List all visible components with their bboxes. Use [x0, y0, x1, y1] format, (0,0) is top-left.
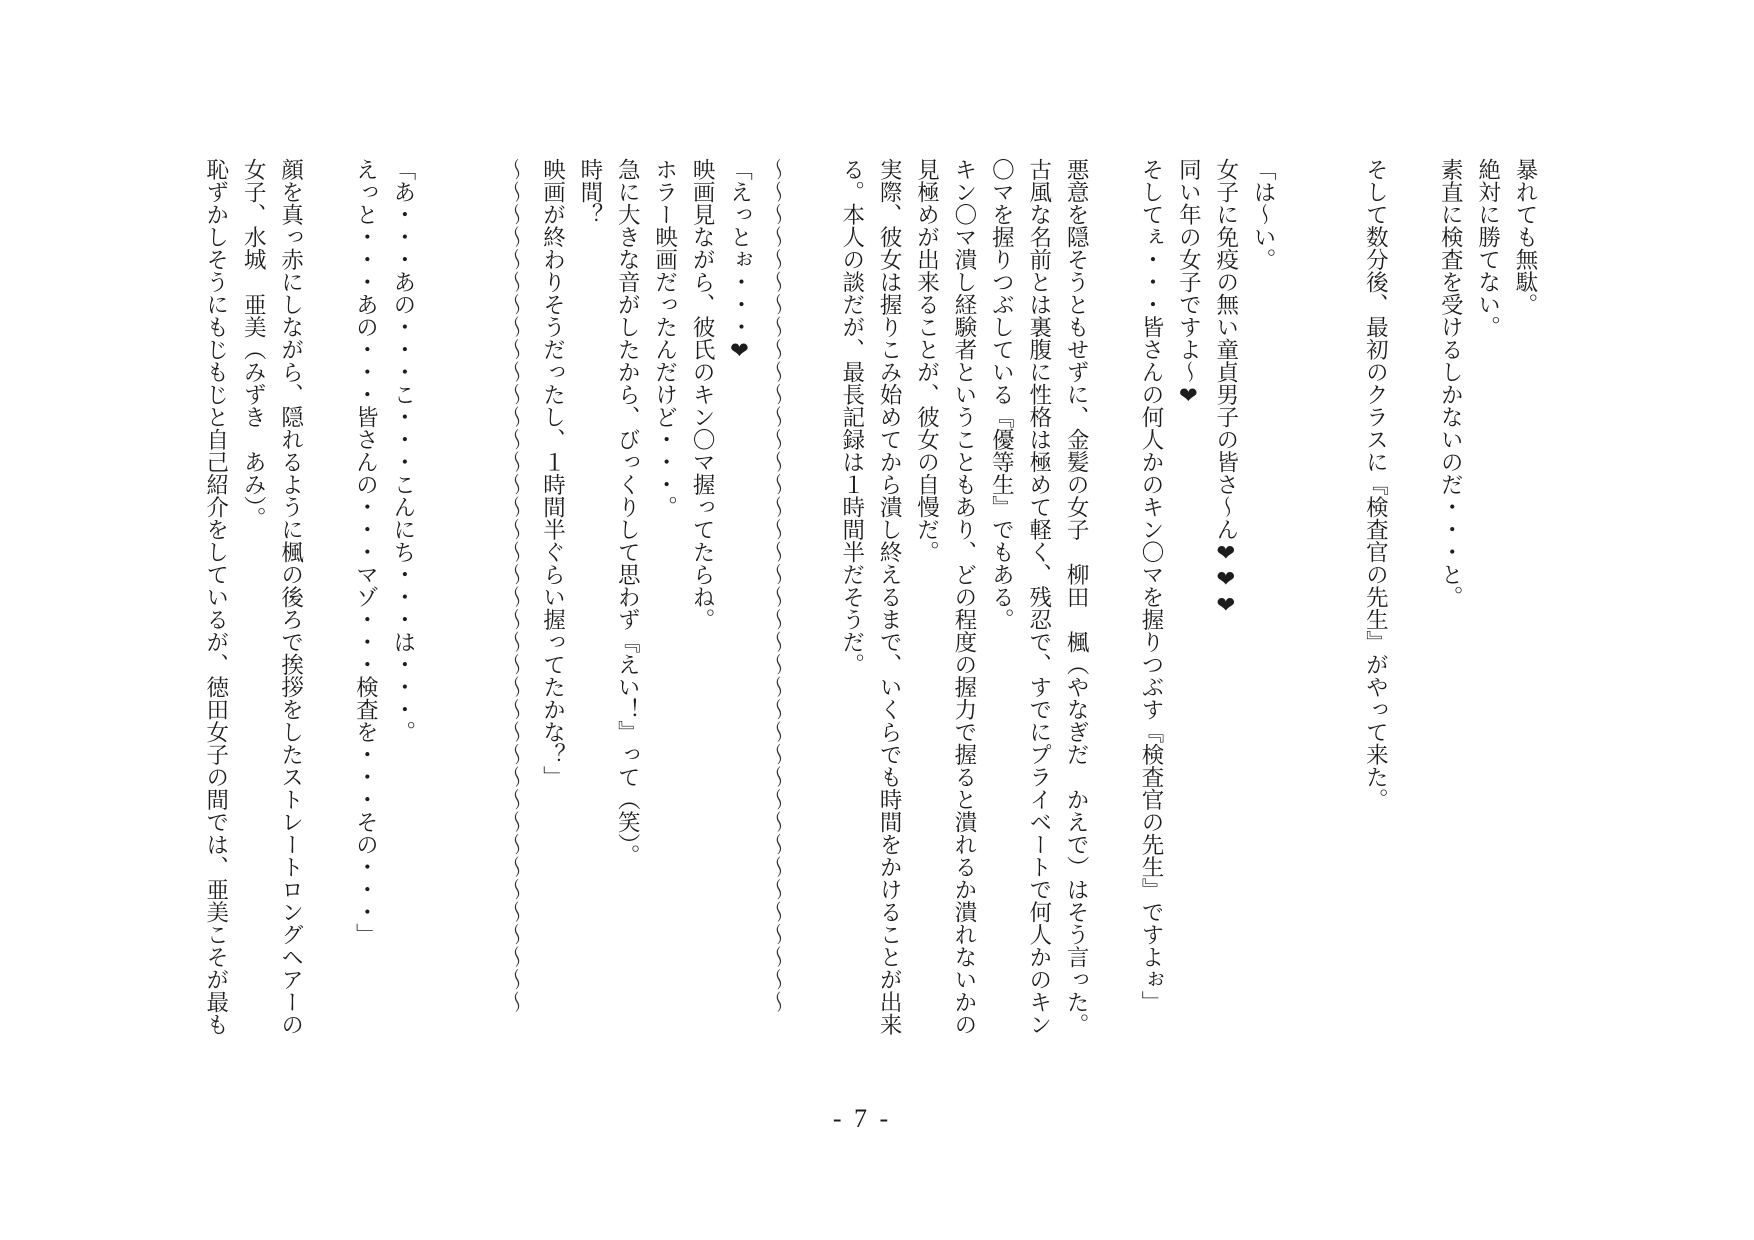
paragraph: 急に大きな音がしたから、びっくりして思わず『えい！』って（笑）。 — [615, 158, 641, 867]
paragraph: る。本人の談だが、最長記録は１時間半だそうだ。 — [839, 158, 865, 676]
blank-line — [796, 158, 833, 1098]
paragraph: 時間？ — [577, 158, 603, 226]
blank-line — [1320, 158, 1357, 1098]
paragraph: 〇マを握りつぶしている『優等生』でもある。 — [989, 158, 1015, 631]
blank-line — [422, 158, 459, 1098]
paragraph: 顔を真っ赤にしながら、隠れるように楓の後ろで挨拶をしたストレートロングヘアーの — [278, 158, 304, 1036]
paragraph: 古風な名前とは裏腹に性格は極めて軽く、残忍で、すでにプライベートで何人かのキン — [1026, 158, 1052, 1036]
paragraph: 「あ・・・あの・・・こ・・・こんにち・・・は・・・。 — [390, 158, 416, 743]
paragraph: そして数分後、最初のクラスに『検査官の先生』がやって来た。 — [1363, 158, 1389, 811]
wavy-divider: ～～～～～～～～～～～～～～～～～～～～～～～～～～～～～～～～～～～～～～ — [764, 158, 790, 1013]
page-number: - 7 - — [832, 1104, 892, 1133]
paragraph: 暴れても無駄。 — [1513, 158, 1538, 316]
paragraph: 女子に免疫の無い童貞男子の皆さ～ん❤︎❤︎❤︎ — [1213, 158, 1239, 619]
paragraph: 映画が終わりそうだったし、１時間半ぐらい握ってたかな？」 — [540, 158, 566, 788]
paragraph: 絶対に勝てない。 — [1475, 158, 1501, 338]
text-block — [197, 158, 1544, 1098]
paragraph: 悪意を隠そうともせずに、金髪の女子 柳田 楓（やなぎだ かえで）はそう言った。 — [1064, 158, 1090, 1036]
paragraph: キン〇マ潰し経験者ということもあり、どの程度の握力で握ると潰れるか潰れないかの — [951, 158, 977, 1036]
paragraph: 女子、水城 亜美（みずき あみ）。 — [241, 158, 267, 530]
paragraph: そしてぇ・・・皆さんの何人かのキン〇マを握りつぶす『検査官の先生』ですよぉ」 — [1138, 158, 1164, 1013]
paragraph: 同い年の女子ですよ～❤︎ — [1176, 158, 1202, 409]
blank-line — [1095, 158, 1132, 1098]
wavy-divider: ～～～～～～～～～～～～～～～～～～～～～～～～～～～～～～～～～～～～～～ — [503, 158, 529, 1013]
paragraph: えっと・・・あの・・・皆さんの・・・マゾ・・・検査を・・・その・・・」 — [353, 158, 379, 946]
blank-line — [459, 158, 496, 1098]
paragraph: ホラー映画だったんだけど・・・。 — [652, 158, 678, 518]
blank-line — [310, 158, 347, 1098]
paragraph: 「は～い。 — [1251, 158, 1277, 271]
paragraph: 素直に検査を受けるしかないのだ・・・と。 — [1438, 158, 1464, 608]
blank-line — [1282, 158, 1319, 1098]
blank-line — [1394, 158, 1431, 1098]
paragraph: 「えっとぉ・・・❤︎ — [727, 158, 753, 364]
paragraph: 映画見ながら、彼氏のキン〇マ握ってたらね。 — [690, 158, 716, 631]
paragraph: 恥ずかしそうにもじもじと自己紹介をしているが、徳田女子の間では、亜美こそが最も — [203, 158, 229, 1036]
paragraph: 見極めが出来ることが、彼女の自慢だ。 — [914, 158, 940, 563]
paragraph: 実際、彼女は握りこみ始めてから潰し終えるまで、いくらでも時間をかけることが出来 — [877, 158, 903, 1036]
